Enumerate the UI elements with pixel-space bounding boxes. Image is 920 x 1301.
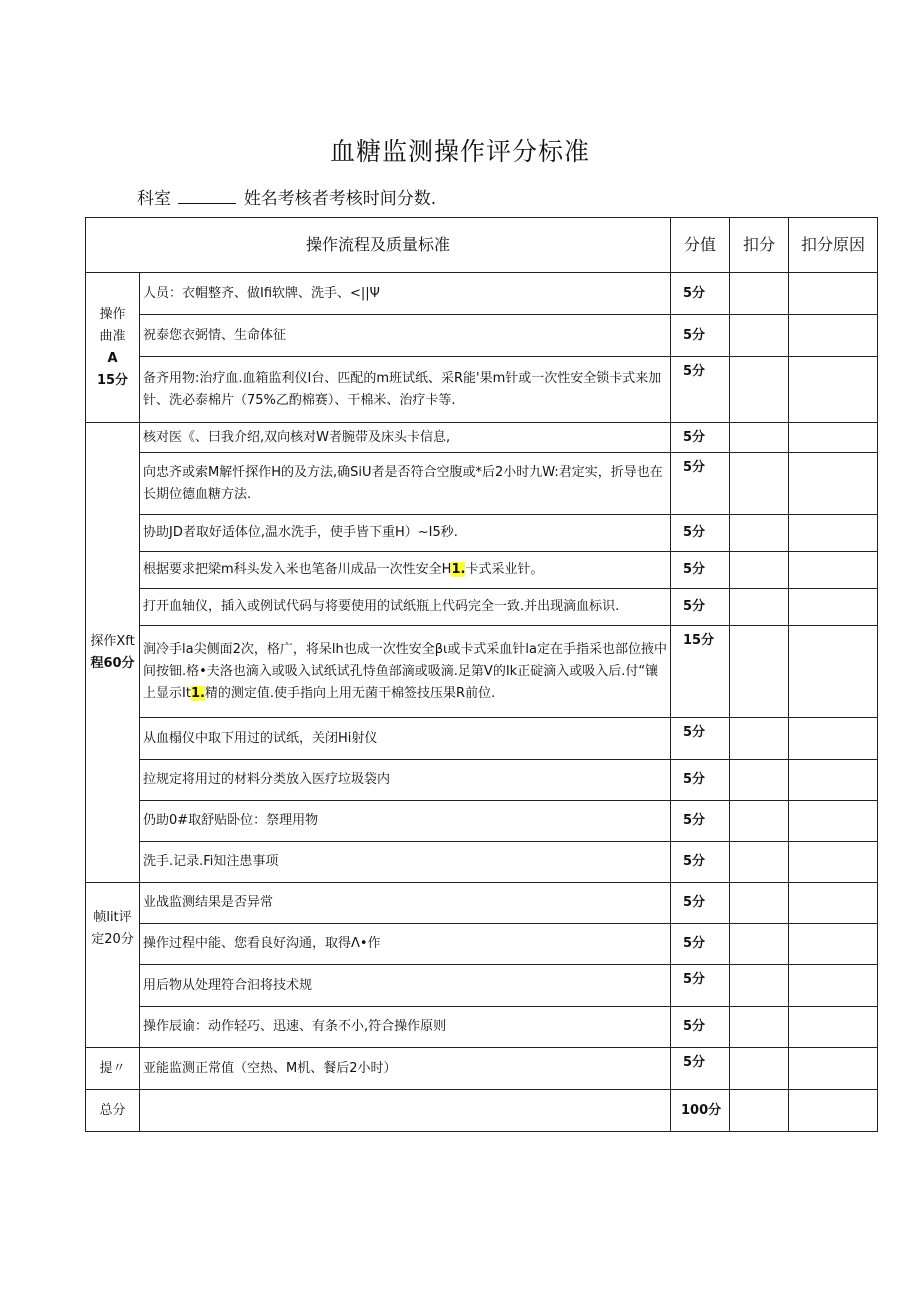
item-text-post: 卡式采业针。	[465, 562, 544, 577]
item-score: 5分	[671, 315, 730, 357]
deduct-cell[interactable]	[730, 965, 789, 1007]
item-score: 5分	[671, 801, 730, 842]
table-row	[86, 842, 878, 883]
page-title: 血糖监测操作评分标准	[329, 137, 590, 166]
table-row	[86, 924, 878, 965]
table-row	[86, 453, 878, 515]
item-text: 操作过程中能、您看良好沟通，取得Λ•作	[140, 924, 671, 965]
reason-cell[interactable]	[789, 589, 878, 626]
table-row	[86, 315, 878, 357]
deduct-cell[interactable]	[730, 1048, 789, 1090]
table-row	[86, 626, 878, 718]
highlight-mark: 1.	[451, 562, 466, 577]
item-score: 5分	[671, 842, 730, 883]
item-text: 用后物从处理符合汩将技术规	[140, 965, 671, 1007]
reason-cell[interactable]	[789, 718, 878, 760]
table-row	[86, 965, 878, 1007]
item-text: 洗手.记录.Fi知注患事项	[140, 842, 671, 883]
reason-cell[interactable]	[789, 626, 878, 718]
total-score: 100分	[671, 1090, 730, 1132]
deduct-cell[interactable]	[730, 883, 789, 924]
header-reason: 扣分原因	[789, 218, 878, 273]
reason-cell[interactable]	[789, 1048, 878, 1090]
total-blank	[140, 1090, 671, 1132]
reason-cell[interactable]	[789, 423, 878, 453]
table-row	[86, 1007, 878, 1048]
item-text	[140, 552, 671, 589]
scoring-table	[85, 217, 878, 1132]
deduct-cell[interactable]	[730, 589, 789, 626]
deduct-cell[interactable]	[730, 453, 789, 515]
table-row	[86, 423, 878, 453]
section-eval-line1: 帧lit评	[93, 910, 132, 925]
reason-cell[interactable]	[789, 883, 878, 924]
item-score: 5分	[671, 423, 730, 453]
table-row	[86, 273, 878, 315]
section-eval-line2: 定20分	[91, 932, 134, 947]
item-text: 亚能监测正常值（空热、M机、餐后2小时）	[140, 1048, 671, 1090]
section-process	[86, 423, 140, 883]
item-text: 核对医《、曰我介绍,双向核对W者腕带及床头卡信息,	[140, 423, 671, 453]
deduct-cell[interactable]	[730, 842, 789, 883]
item-score: 5分	[671, 718, 730, 760]
item-score: 5分	[671, 760, 730, 801]
reason-cell[interactable]	[789, 760, 878, 801]
reason-cell[interactable]	[789, 357, 878, 423]
section-prep-line4: 15分	[96, 372, 129, 388]
section-process-line1: 探作Xft	[90, 633, 135, 649]
form-meta	[137, 184, 436, 209]
deduct-cell[interactable]	[730, 1007, 789, 1048]
reason-cell[interactable]	[789, 453, 878, 515]
item-text-pre: 根据要求把梁m科头发入米也笔备川成品一次性安全H	[143, 562, 452, 577]
section-prep	[86, 273, 140, 423]
dept-label: 科室	[137, 189, 171, 209]
item-score: 5分	[671, 589, 730, 626]
meta-rest: 姓名考核者考核时间分数.	[243, 189, 437, 209]
deduct-cell[interactable]	[730, 760, 789, 801]
table-row	[86, 760, 878, 801]
item-text: 仍助0#取舒贴卧位：祭理用物	[140, 801, 671, 842]
item-score: 5分	[671, 965, 730, 1007]
table-row	[86, 515, 878, 552]
deduct-cell[interactable]	[730, 801, 789, 842]
deduct-cell[interactable]	[730, 1090, 789, 1132]
reason-cell[interactable]	[789, 1007, 878, 1048]
item-text: 打开血轴仪，插入或例试代码与将要使用的试纸瓶上代码完全一致.并出现滴血标识.	[140, 589, 671, 626]
item-text: 拉规定将用过的材料分类放入医疗垃圾袋内	[140, 760, 671, 801]
item-text: 从血榻仪中取下用过的试纸，关闭Hi射仪	[140, 718, 671, 760]
table-row	[86, 1048, 878, 1090]
item-text: 祝泰您衣弼情、生命体征	[140, 315, 671, 357]
item-text	[140, 626, 671, 718]
section-prep-line2: 曲准	[99, 328, 126, 344]
deduct-cell[interactable]	[730, 357, 789, 423]
reason-cell[interactable]	[789, 273, 878, 315]
section-total: 总分	[86, 1090, 140, 1132]
item-score: 5分	[671, 515, 730, 552]
item-text: 人员：衣帽整齐、做Ifi软牌、洗手、<||Ψ	[140, 273, 671, 315]
item-score: 5分	[671, 1007, 730, 1048]
section-tip: 提〃	[86, 1048, 140, 1090]
item-text: 操作辰谕：动作轻巧、迅速、有条不小,符合操作原则	[140, 1007, 671, 1048]
header-score: 分值	[671, 218, 730, 273]
item-score: 5分	[671, 1048, 730, 1090]
item-score: 5分	[671, 552, 730, 589]
section-process-line2: 程60分	[90, 655, 135, 671]
reason-cell[interactable]	[789, 552, 878, 589]
section-prep-line1: 操作	[99, 306, 126, 322]
table-row	[86, 883, 878, 924]
item-text: 协助JD者取好适体位,温水洗手，使手皆下重H）~I5秒.	[140, 515, 671, 552]
table-row	[86, 718, 878, 760]
highlight-mark: 1.	[190, 685, 205, 701]
header-deduct: 扣分	[730, 218, 789, 273]
dept-blank	[178, 189, 236, 204]
deduct-cell[interactable]	[730, 515, 789, 552]
table-row	[86, 801, 878, 842]
item-text: 向忠齐或索M解忏探作H的及方法,确SiU者是否符合空腹或*后2小时九W:君定实，折导也在长期位德血糖方法.	[140, 453, 671, 515]
deduct-cell[interactable]	[730, 273, 789, 315]
section-prep-line3: A	[107, 350, 118, 366]
item-text-pre: 涧冷手la尖侧面2次，格广，将呆lh也成一次性安全βι或卡式采血针la定在手指采也部位掖中间按钿.格•夫洛也滴入或吸入试纸试孔恃鱼部滴或吸滴.足第V的Ik正碇滴入或吸入后.付“镶上显示It	[143, 641, 667, 701]
item-score: 5分	[671, 453, 730, 515]
item-text-post: 精的测定值.使手指向上用无菌干棉签技压果R前位.	[204, 685, 496, 701]
item-score: 5分	[671, 273, 730, 315]
deduct-cell[interactable]	[730, 552, 789, 589]
table-row	[86, 552, 878, 589]
table-row	[86, 589, 878, 626]
deduct-cell[interactable]	[730, 718, 789, 760]
deduct-cell[interactable]	[730, 924, 789, 965]
item-text: 备齐用物:治疗血.血箱监利仪I台、匹配的m班试纸、采R能'果m针或一次性安全锁卡式来加针、洗必泰棉片（75%乙酌棉赛）、干棉米、治疗卡等.	[140, 357, 671, 423]
item-score: 5分	[671, 883, 730, 924]
section-eval	[86, 883, 140, 1048]
reason-cell[interactable]	[789, 801, 878, 842]
table-row	[86, 357, 878, 423]
item-score: 5分	[671, 924, 730, 965]
total-row	[86, 1090, 878, 1132]
header-row	[86, 218, 878, 273]
item-text: 业战监测结果是否异常	[140, 883, 671, 924]
reason-cell[interactable]	[789, 515, 878, 552]
deduct-cell[interactable]	[730, 423, 789, 453]
item-score: 5分	[671, 357, 730, 423]
deduct-cell[interactable]	[730, 626, 789, 718]
reason-cell[interactable]	[789, 315, 878, 357]
reason-cell[interactable]	[789, 1090, 878, 1132]
reason-cell[interactable]	[789, 924, 878, 965]
item-score: 15分	[671, 626, 730, 718]
reason-cell[interactable]	[789, 842, 878, 883]
header-flow: 操作流程及质量标准	[86, 218, 671, 273]
reason-cell[interactable]	[789, 965, 878, 1007]
deduct-cell[interactable]	[730, 315, 789, 357]
